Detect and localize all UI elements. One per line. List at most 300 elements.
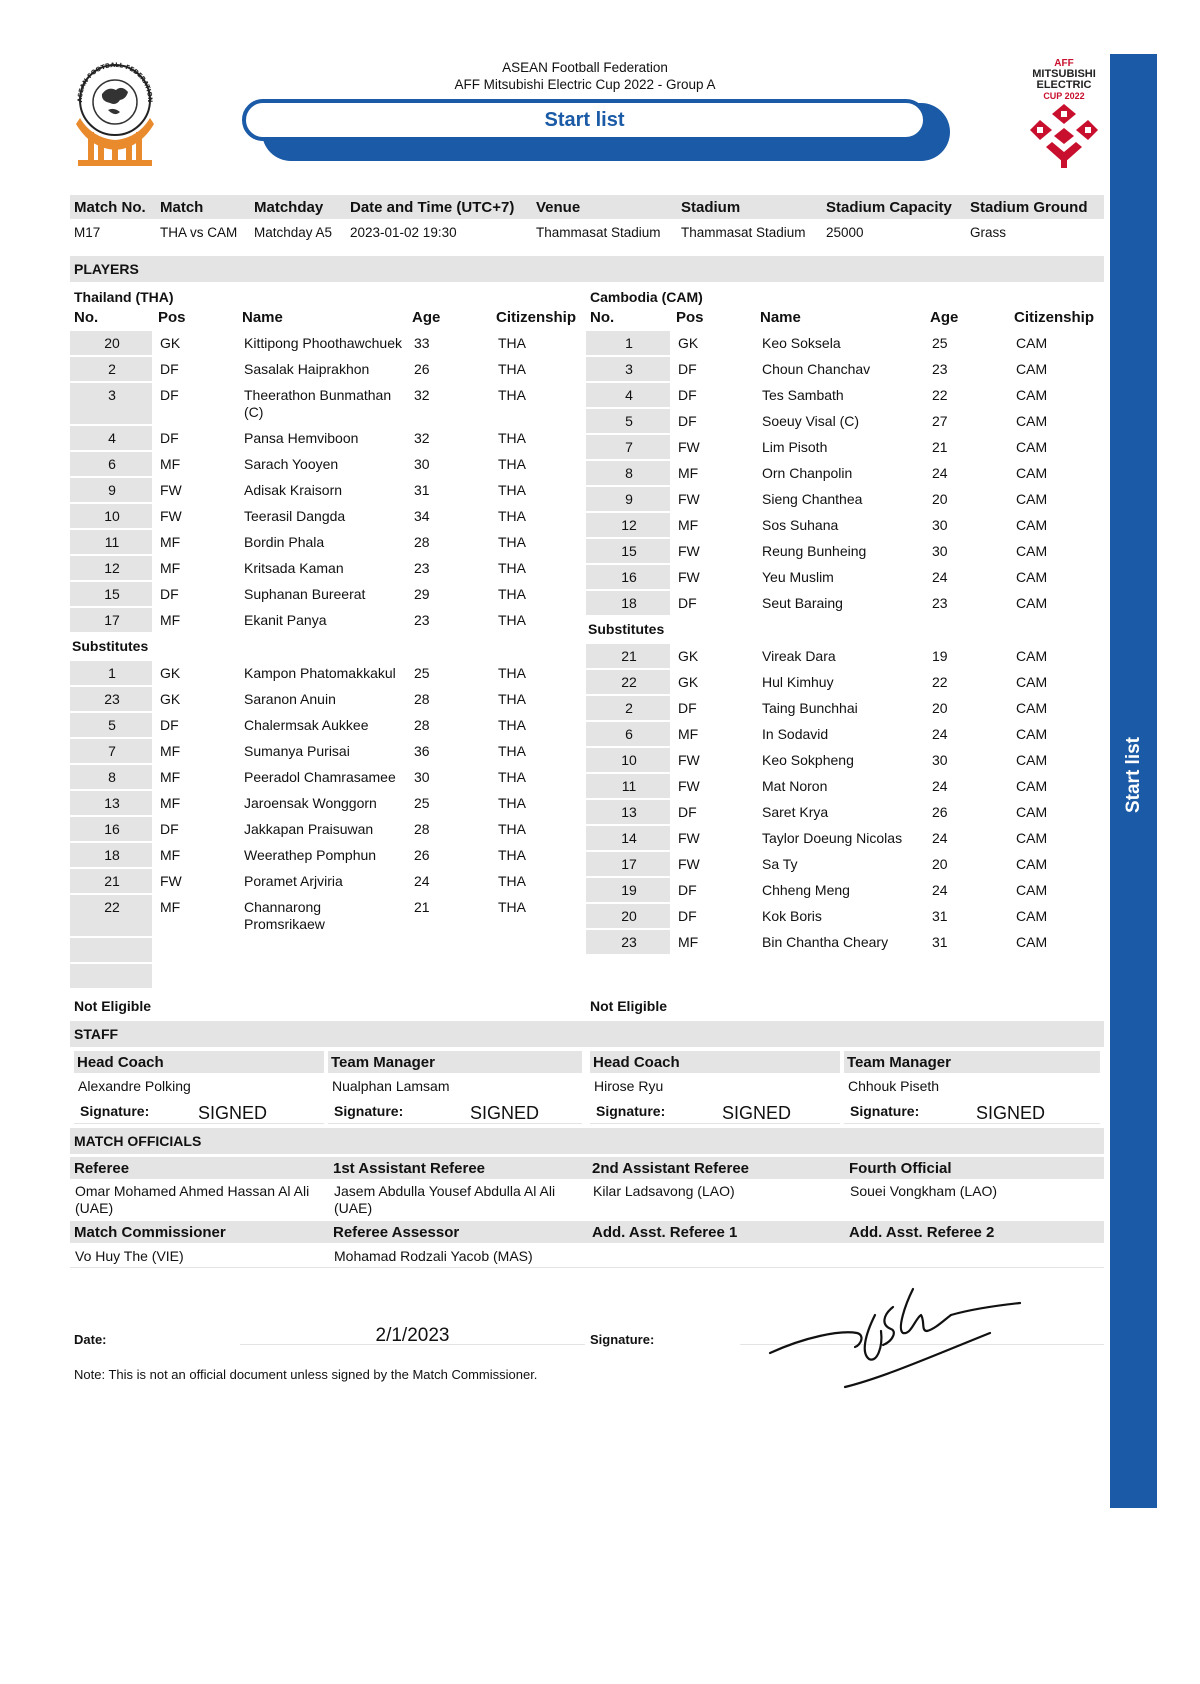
player-name: Jakkapan Praisuwan bbox=[238, 817, 408, 843]
table-row bbox=[70, 452, 587, 478]
player-citizenship: CAM bbox=[1010, 722, 1104, 748]
player-citizenship: CAM bbox=[1010, 670, 1104, 696]
footer-note: Note: This is not an official document unless signed by the Match Commissioner. bbox=[74, 1367, 538, 1382]
player-citizenship: CAM bbox=[1010, 878, 1104, 904]
player-age: 25 bbox=[408, 791, 492, 817]
column-header: Age bbox=[926, 307, 1010, 331]
player-position: GK bbox=[154, 687, 238, 713]
player-number: 9 bbox=[586, 487, 672, 513]
player-number: 8 bbox=[70, 765, 154, 791]
player-number: 10 bbox=[70, 504, 154, 530]
staff-role: Team Manager bbox=[328, 1051, 582, 1073]
table-row bbox=[70, 817, 587, 843]
player-position: MF bbox=[154, 608, 238, 634]
player-name: Tes Sambath bbox=[756, 383, 926, 409]
date-value: 2/1/2023 bbox=[375, 1325, 450, 1346]
player-number: 20 bbox=[70, 331, 154, 357]
player-position: DF bbox=[672, 409, 756, 435]
cup-emblem-icon bbox=[1028, 102, 1100, 168]
table-row bbox=[70, 938, 587, 964]
signature-label: Signature: bbox=[850, 1103, 920, 1119]
player-number: 23 bbox=[70, 687, 154, 713]
match-info-row bbox=[70, 222, 1104, 244]
away-not-eligible: Not Eligible bbox=[590, 998, 667, 1014]
player-name: Reung Bunheing bbox=[756, 539, 926, 565]
player-age: 28 bbox=[408, 530, 492, 556]
player-name: Peeradol Chamrasamee bbox=[238, 765, 408, 791]
player-name: Kok Boris bbox=[756, 904, 926, 930]
table-row bbox=[586, 930, 1104, 956]
player-age: 26 bbox=[408, 843, 492, 869]
player-citizenship: CAM bbox=[1010, 357, 1104, 383]
player-number: 13 bbox=[70, 791, 154, 817]
player-number: 15 bbox=[586, 539, 672, 565]
player-citizenship: CAM bbox=[1010, 774, 1104, 800]
player-number: 6 bbox=[586, 722, 672, 748]
player-number: 12 bbox=[70, 556, 154, 582]
player-citizenship: THA bbox=[492, 661, 587, 687]
column-header: Citizenship bbox=[1010, 307, 1104, 331]
player-age: 23 bbox=[408, 608, 492, 634]
player-age: 24 bbox=[408, 869, 492, 895]
player-name: Lim Pisoth bbox=[756, 435, 926, 461]
player-number: 22 bbox=[586, 670, 672, 696]
player-name: Suphanan Bureerat bbox=[238, 582, 408, 608]
player-citizenship: THA bbox=[492, 383, 587, 426]
player-number: 21 bbox=[586, 644, 672, 670]
player-age bbox=[408, 964, 492, 990]
official-name: Omar Mohamed Ahmed Hassan Al Ali (UAE) bbox=[75, 1183, 310, 1216]
table-row bbox=[70, 608, 587, 634]
staff-signature-row bbox=[590, 1098, 840, 1124]
player-number: 16 bbox=[586, 565, 672, 591]
player-name: Kampon Phatomakkakul bbox=[238, 661, 408, 687]
player-name: Sa Ty bbox=[756, 852, 926, 878]
official-name: Jasem Abdulla Yousef Abdulla Al Ali (UAE) bbox=[334, 1183, 556, 1216]
column-header: Pos bbox=[672, 307, 756, 331]
official-role: Referee Assessor bbox=[333, 1224, 460, 1241]
player-name: Saret Krya bbox=[756, 800, 926, 826]
player-number: 1 bbox=[70, 661, 154, 687]
substitutes-row bbox=[70, 634, 587, 661]
player-number: 2 bbox=[70, 357, 154, 383]
staff-signature-row bbox=[328, 1098, 582, 1124]
player-citizenship: THA bbox=[492, 687, 587, 713]
player-age: 30 bbox=[926, 539, 1010, 565]
signature-label: Signature: bbox=[334, 1103, 404, 1119]
player-number: 12 bbox=[586, 513, 672, 539]
official-name: Vo Huy The (VIE) bbox=[75, 1248, 184, 1264]
player-number: 22 bbox=[70, 895, 154, 938]
player-position: MF bbox=[154, 452, 238, 478]
table-row bbox=[70, 765, 587, 791]
player-number: 6 bbox=[70, 452, 154, 478]
player-age: 32 bbox=[408, 426, 492, 452]
player-position: DF bbox=[154, 357, 238, 383]
player-citizenship: CAM bbox=[1010, 852, 1104, 878]
table-row bbox=[70, 964, 587, 990]
table-row bbox=[70, 530, 587, 556]
player-citizenship: CAM bbox=[1010, 539, 1104, 565]
player-name bbox=[238, 964, 408, 990]
player-citizenship: THA bbox=[492, 869, 587, 895]
player-age: 36 bbox=[408, 739, 492, 765]
player-position: GK bbox=[672, 331, 756, 357]
player-number: 18 bbox=[70, 843, 154, 869]
staff-name: Chhouk Piseth bbox=[848, 1078, 940, 1094]
player-citizenship: THA bbox=[492, 530, 587, 556]
player-name: Theerathon Bunmathan (C) bbox=[238, 383, 408, 426]
match-venue: Thammasat Stadium bbox=[536, 225, 661, 240]
player-citizenship: THA bbox=[492, 817, 587, 843]
column-header: No. bbox=[70, 307, 154, 331]
player-name: Weerathep Pomphun bbox=[238, 843, 408, 869]
player-position: MF bbox=[672, 722, 756, 748]
player-age: 22 bbox=[926, 670, 1010, 696]
player-citizenship: THA bbox=[492, 582, 587, 608]
player-name: Saranon Anuin bbox=[238, 687, 408, 713]
player-number: 4 bbox=[586, 383, 672, 409]
column-header: Citizenship bbox=[492, 307, 587, 331]
player-number: 20 bbox=[586, 904, 672, 930]
table-row bbox=[586, 539, 1104, 565]
official-name: Souei Vongkham (LAO) bbox=[850, 1183, 998, 1199]
match-teams: THA vs CAM bbox=[160, 225, 238, 240]
player-position bbox=[154, 964, 238, 990]
player-citizenship: THA bbox=[492, 791, 587, 817]
player-number: 23 bbox=[586, 930, 672, 956]
player-number: 2 bbox=[586, 696, 672, 722]
player-name: In Sodavid bbox=[756, 722, 926, 748]
staff-signature-row bbox=[844, 1098, 1100, 1124]
player-name: Sasalak Haiprakhon bbox=[238, 357, 408, 383]
player-number: 17 bbox=[586, 852, 672, 878]
player-position: DF bbox=[154, 426, 238, 452]
player-name: Adisak Kraisorn bbox=[238, 478, 408, 504]
player-position: FW bbox=[672, 539, 756, 565]
table-row bbox=[586, 800, 1104, 826]
table-row bbox=[586, 591, 1104, 617]
table-header-row bbox=[586, 307, 1104, 331]
player-position: DF bbox=[672, 591, 756, 617]
logo-line-mitsubishi: MITSUBISHI bbox=[1032, 68, 1096, 80]
player-name: Kritsada Kaman bbox=[238, 556, 408, 582]
player-name: Sarach Yooyen bbox=[238, 452, 408, 478]
away-players-table bbox=[586, 307, 1104, 956]
player-age: 28 bbox=[408, 713, 492, 739]
logo-line-electric: ELECTRIC bbox=[1036, 79, 1092, 91]
staff-signature-value: SIGNED bbox=[198, 1103, 268, 1123]
player-name: Soeuy Visal (C) bbox=[756, 409, 926, 435]
aff-federation-logo bbox=[72, 60, 158, 168]
player-age: 25 bbox=[926, 331, 1010, 357]
player-citizenship: CAM bbox=[1010, 331, 1104, 357]
player-name: Teerasil Dangda bbox=[238, 504, 408, 530]
table-row bbox=[586, 722, 1104, 748]
player-age: 23 bbox=[926, 591, 1010, 617]
player-position: DF bbox=[672, 800, 756, 826]
table-row bbox=[586, 513, 1104, 539]
player-age: 20 bbox=[926, 852, 1010, 878]
players-section-header: PLAYERS bbox=[70, 256, 1104, 282]
table-row bbox=[70, 713, 587, 739]
player-number: 11 bbox=[70, 530, 154, 556]
player-age: 21 bbox=[926, 435, 1010, 461]
player-number: 21 bbox=[70, 869, 154, 895]
player-age: 24 bbox=[926, 565, 1010, 591]
player-citizenship: CAM bbox=[1010, 748, 1104, 774]
table-row bbox=[586, 409, 1104, 435]
table-row bbox=[586, 331, 1104, 357]
staff-signature-value: SIGNED bbox=[470, 1103, 540, 1123]
player-number: 8 bbox=[586, 461, 672, 487]
player-number: 7 bbox=[586, 435, 672, 461]
player-citizenship: THA bbox=[492, 478, 587, 504]
staff-role: Head Coach bbox=[590, 1051, 840, 1073]
home-players-table bbox=[70, 307, 587, 990]
player-number: 5 bbox=[70, 713, 154, 739]
table-row bbox=[70, 383, 587, 426]
player-citizenship: CAM bbox=[1010, 461, 1104, 487]
player-citizenship: THA bbox=[492, 452, 587, 478]
header-competition: AFF Mitsubishi Electric Cup 2022 - Group A bbox=[454, 77, 716, 92]
player-age: 26 bbox=[408, 357, 492, 383]
player-name: Keo Soksela bbox=[756, 331, 926, 357]
player-citizenship: THA bbox=[492, 357, 587, 383]
player-age: 21 bbox=[408, 895, 492, 938]
player-name: Pansa Hemviboon bbox=[238, 426, 408, 452]
player-name: Orn Chanpolin bbox=[756, 461, 926, 487]
player-name: Kittipong Phoothawchuek bbox=[238, 331, 408, 357]
table-row bbox=[70, 739, 587, 765]
player-age: 19 bbox=[926, 644, 1010, 670]
signature-label: Signature: bbox=[80, 1103, 150, 1119]
player-citizenship: CAM bbox=[1010, 800, 1104, 826]
table-row bbox=[70, 582, 587, 608]
player-position: FW bbox=[672, 435, 756, 461]
player-number: 18 bbox=[586, 591, 672, 617]
table-row bbox=[586, 461, 1104, 487]
player-position: MF bbox=[154, 739, 238, 765]
table-row bbox=[586, 435, 1104, 461]
date-label: Date: bbox=[74, 1332, 107, 1347]
officials-section-header: MATCH OFFICIALS bbox=[70, 1128, 1104, 1154]
player-citizenship: THA bbox=[492, 895, 587, 938]
player-age: 28 bbox=[408, 817, 492, 843]
player-position: FW bbox=[672, 852, 756, 878]
player-number: 1 bbox=[586, 331, 672, 357]
table-row bbox=[70, 478, 587, 504]
player-position: DF bbox=[672, 357, 756, 383]
table-row bbox=[70, 869, 587, 895]
staff-signature-value: SIGNED bbox=[976, 1103, 1046, 1123]
match-col-header: Stadium Capacity bbox=[826, 199, 952, 216]
table-row bbox=[586, 565, 1104, 591]
player-number: 11 bbox=[586, 774, 672, 800]
player-age: 20 bbox=[926, 696, 1010, 722]
player-age: 26 bbox=[926, 800, 1010, 826]
player-position: DF bbox=[154, 713, 238, 739]
player-position: FW bbox=[672, 748, 756, 774]
player-position: GK bbox=[672, 644, 756, 670]
player-age: 34 bbox=[408, 504, 492, 530]
player-name: Vireak Dara bbox=[756, 644, 926, 670]
column-header: Age bbox=[408, 307, 492, 331]
player-age: 31 bbox=[408, 478, 492, 504]
page-title: Start list bbox=[544, 109, 625, 131]
player-citizenship: THA bbox=[492, 765, 587, 791]
officials-divider bbox=[70, 1267, 1104, 1268]
player-age: 20 bbox=[926, 487, 1010, 513]
official-role: 2nd Assistant Referee bbox=[592, 1160, 750, 1177]
substitutes-row bbox=[586, 617, 1104, 644]
stadium-capacity: 25000 bbox=[826, 225, 864, 240]
table-row bbox=[586, 696, 1104, 722]
player-age: 29 bbox=[408, 582, 492, 608]
player-citizenship: THA bbox=[492, 739, 587, 765]
player-citizenship: THA bbox=[492, 608, 587, 634]
player-citizenship: CAM bbox=[1010, 904, 1104, 930]
player-citizenship: CAM bbox=[1010, 409, 1104, 435]
side-label: Start list bbox=[1123, 736, 1144, 814]
staff-signature-value: SIGNED bbox=[722, 1103, 792, 1123]
player-number: 7 bbox=[70, 739, 154, 765]
table-row bbox=[70, 895, 587, 938]
table-row bbox=[70, 426, 587, 452]
player-position: DF bbox=[672, 904, 756, 930]
player-citizenship: THA bbox=[492, 504, 587, 530]
player-position bbox=[154, 938, 238, 964]
player-age bbox=[408, 938, 492, 964]
table-row bbox=[586, 878, 1104, 904]
player-age: 22 bbox=[926, 383, 1010, 409]
player-age: 33 bbox=[408, 331, 492, 357]
player-position: FW bbox=[154, 478, 238, 504]
player-name: Taing Bunchhai bbox=[756, 696, 926, 722]
player-number bbox=[70, 938, 154, 964]
table-row bbox=[70, 556, 587, 582]
player-position: FW bbox=[672, 826, 756, 852]
player-name bbox=[238, 938, 408, 964]
player-age: 25 bbox=[408, 661, 492, 687]
player-name: Keo Sokpheng bbox=[756, 748, 926, 774]
official-role: Add. Asst. Referee 2 bbox=[849, 1224, 995, 1241]
player-position: GK bbox=[154, 331, 238, 357]
player-citizenship: CAM bbox=[1010, 696, 1104, 722]
signature-label: Signature: bbox=[596, 1103, 666, 1119]
handwritten-signature bbox=[765, 1285, 1025, 1390]
column-header: No. bbox=[586, 307, 672, 331]
player-age: 30 bbox=[408, 452, 492, 478]
staff-name: Hirose Ryu bbox=[594, 1078, 664, 1094]
player-citizenship: CAM bbox=[1010, 435, 1104, 461]
match-col-header: Stadium Ground bbox=[970, 199, 1088, 216]
table-row bbox=[70, 687, 587, 713]
column-header: Name bbox=[238, 307, 408, 331]
match-col-header: Venue bbox=[536, 199, 581, 216]
player-position: MF bbox=[154, 895, 238, 938]
player-age: 24 bbox=[926, 774, 1010, 800]
table-row bbox=[586, 670, 1104, 696]
column-header: Pos bbox=[154, 307, 238, 331]
staff-section-header: STAFF bbox=[70, 1021, 1104, 1047]
player-age: 24 bbox=[926, 722, 1010, 748]
player-number: 17 bbox=[70, 608, 154, 634]
player-name: Bin Chantha Cheary bbox=[756, 930, 926, 956]
player-position: MF bbox=[154, 556, 238, 582]
player-citizenship: THA bbox=[492, 426, 587, 452]
official-role: Match Commissioner bbox=[74, 1224, 226, 1241]
player-citizenship: CAM bbox=[1010, 826, 1104, 852]
player-position: MF bbox=[154, 765, 238, 791]
player-position: FW bbox=[672, 774, 756, 800]
player-name: Sos Suhana bbox=[756, 513, 926, 539]
staff-name: Alexandre Polking bbox=[78, 1078, 191, 1094]
player-name: Seut Baraing bbox=[756, 591, 926, 617]
aff-cup-logo bbox=[1028, 58, 1100, 170]
player-citizenship: THA bbox=[492, 556, 587, 582]
player-name: Mat Noron bbox=[756, 774, 926, 800]
player-age: 24 bbox=[926, 826, 1010, 852]
table-row bbox=[70, 843, 587, 869]
table-row bbox=[586, 904, 1104, 930]
official-role: 1st Assistant Referee bbox=[333, 1160, 486, 1177]
player-citizenship: THA bbox=[492, 713, 587, 739]
table-row bbox=[70, 504, 587, 530]
player-name: Sumanya Purisai bbox=[238, 739, 408, 765]
player-position: MF bbox=[672, 461, 756, 487]
player-citizenship: CAM bbox=[1010, 513, 1104, 539]
player-age: 27 bbox=[926, 409, 1010, 435]
player-age: 30 bbox=[408, 765, 492, 791]
header-organisation: ASEAN Football Federation bbox=[502, 60, 668, 75]
player-citizenship: CAM bbox=[1010, 644, 1104, 670]
player-number bbox=[70, 964, 154, 990]
player-position: FW bbox=[154, 869, 238, 895]
player-name: Choun Chanchav bbox=[756, 357, 926, 383]
player-citizenship: CAM bbox=[1010, 565, 1104, 591]
official-name: Mohamad Rodzali Yacob (MAS) bbox=[334, 1248, 533, 1264]
home-team-name: Thailand (THA) bbox=[74, 289, 174, 305]
player-name: Bordin Phala bbox=[238, 530, 408, 556]
match-datetime: 2023-01-02 19:30 bbox=[350, 225, 457, 240]
player-age: 31 bbox=[926, 930, 1010, 956]
away-team-name: Cambodia (CAM) bbox=[590, 289, 703, 305]
logo-line-cup: CUP 2022 bbox=[1043, 91, 1085, 101]
player-number: 14 bbox=[586, 826, 672, 852]
player-age: 23 bbox=[926, 357, 1010, 383]
player-age: 30 bbox=[926, 513, 1010, 539]
player-citizenship: THA bbox=[492, 843, 587, 869]
player-position: DF bbox=[672, 383, 756, 409]
player-citizenship: THA bbox=[492, 331, 587, 357]
player-citizenship: CAM bbox=[1010, 930, 1104, 956]
player-name: Ekanit Panya bbox=[238, 608, 408, 634]
player-age: 32 bbox=[408, 383, 492, 426]
player-position: FW bbox=[672, 487, 756, 513]
player-number: 19 bbox=[586, 878, 672, 904]
substitutes-label: Substitutes bbox=[586, 617, 1104, 644]
staff-signature-row bbox=[74, 1098, 324, 1124]
player-age: 24 bbox=[926, 461, 1010, 487]
match-col-header: Match bbox=[160, 199, 204, 216]
player-citizenship bbox=[492, 938, 587, 964]
table-row bbox=[586, 487, 1104, 513]
player-position: MF bbox=[154, 843, 238, 869]
table-row bbox=[70, 331, 587, 357]
match-col-header: Matchday bbox=[254, 199, 324, 216]
home-not-eligible: Not Eligible bbox=[74, 998, 151, 1014]
